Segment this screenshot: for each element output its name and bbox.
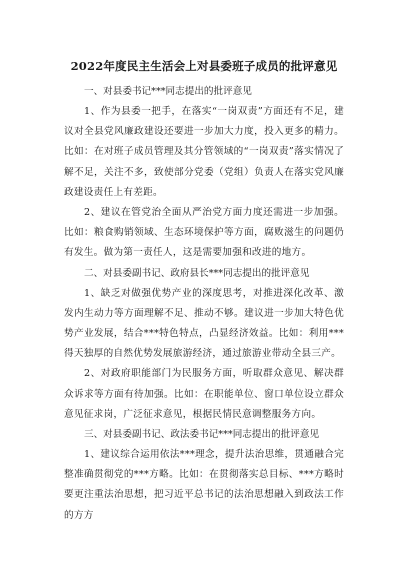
section-1: [64, 82, 344, 264]
section-2: [64, 264, 344, 425]
paragraph: 2、对政府职能部门为民服务方面，听取群众意见、解决群众诉求等方面有待加强。比如：在职能单位、窗口单位设立群众意见征求岗，广泛征求意见，根据民情民意调整服务方向。: [64, 368, 344, 420]
paragraph: 1、建议综合运用依法***理念，提升法治思维，贯通融合完整准确贯彻党的***方略。比如：在贯彻落实总目标、***方略时要更注重法治思想，把习近平总书记的法治思想融入到政法工作的方方: [64, 449, 344, 521]
document-title: 2022年度民主生活会上对县委班子成员的批评意见: [70, 59, 338, 73]
paragraph: 2、建议在管党治全面从严治党方面力度还需进一步加强。比如：粮食购销领域、生态环境保护等方面，腐败滋生的问题仍有发生。做为第一责任人，这是需要加强和改进的地方。: [64, 207, 344, 259]
section-heading: 三、对县委副书记、政法委书记***同志提出的批评意见: [84, 429, 320, 441]
section-3: [64, 425, 344, 526]
paragraph: 1、缺乏对做强优势产业的深度思考，对推进深化改革、激发内生动力等方面理解不足、推动不够。建议进一步加大特色优势产业发展，结合***特色特点，凸显经济效益。比如：利用***得天独厚的自然优势发展旅游经济，通过旅游业带动全县三产。: [64, 287, 344, 360]
section-heading: 一、对县委书记***同志提出的批评意见: [84, 86, 252, 97]
paragraph: 1、作为县委一把手，在落实“一岗双责”方面还有不足，建议对全县党风廉政建设还要进一步加大力度，投入更多的精力。比如：在对班子成员管理及其分管领域的“一岗双责”落实情况了解不足，关注不多，致使部分党委（党组）负责人在落实党风廉政建设责任上有差距。: [64, 106, 344, 198]
section-heading: 二、对县委副书记、政府县长***同志提出的批评意见: [84, 267, 310, 279]
